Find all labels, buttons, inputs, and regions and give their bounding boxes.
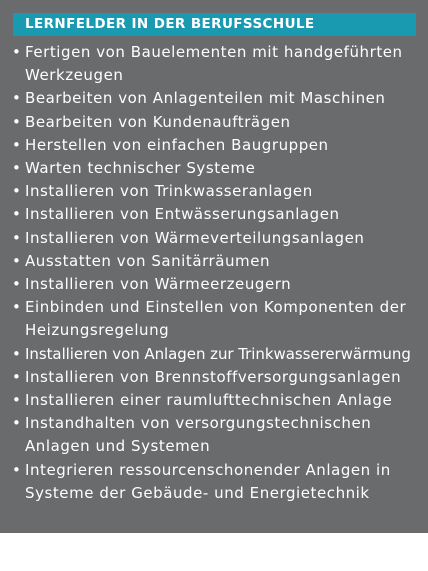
list-item-text: Installieren einer raumlufttechnischen Anlage: [25, 391, 393, 410]
list-item: [12, 134, 411, 157]
list-item-text: Werkzeugen: [25, 66, 124, 85]
bullet-icon: •: [12, 159, 22, 178]
bullet-icon: •: [12, 251, 22, 270]
list-item: [12, 366, 411, 389]
bullet-icon: •: [12, 414, 22, 433]
list-item: [12, 111, 411, 134]
list-item-text: Fertigen von Bauelementen mit handgeführten: [25, 43, 403, 61]
list-item-text: Systeme der Gebäude- und Energietechnik: [25, 483, 370, 502]
header-bar: [13, 13, 416, 36]
bullet-icon: •: [12, 344, 22, 363]
list-item-text: Integrieren ressourcenschonender Anlagen in: [25, 460, 391, 479]
panel-title: LERNFELDER IN DER BERUFSSCHULE: [25, 16, 315, 32]
list-item-text: Bearbeiten von Kundenaufträgen: [25, 112, 291, 131]
list-item: [12, 41, 411, 87]
list-item-text: Instandhalten von versorgungstechnischen: [25, 414, 372, 433]
list-item: [12, 180, 411, 203]
list-item-text: Ausstatten von Sanitärräumen: [25, 251, 271, 270]
list-item: [12, 343, 411, 366]
list-item-text: Installieren von Entwässerungsanlagen: [25, 205, 340, 224]
bullet-icon: •: [12, 298, 22, 317]
list-item-text: Bearbeiten von Anlagenteilen mit Maschinen: [25, 89, 386, 108]
list-item: [12, 389, 411, 412]
learning-fields-list: [12, 41, 411, 505]
list-item: [12, 273, 411, 296]
bullet-icon: •: [12, 205, 22, 224]
bullet-icon: •: [12, 275, 22, 294]
bullet-icon: •: [12, 112, 22, 131]
bullet-icon: •: [12, 182, 22, 201]
list-item-text: Installieren von Wärmeerzeugern: [25, 275, 292, 294]
list-item-text: Installieren von Wärmeverteilungsanlagen: [25, 228, 365, 247]
bullet-icon: •: [12, 367, 22, 386]
list-item: [12, 250, 411, 273]
list-item-text: Warten technischer Systeme: [25, 159, 256, 178]
list-item: [12, 296, 411, 342]
bullet-icon: •: [12, 135, 22, 154]
list-item-text: Heizungsregelung: [25, 321, 170, 340]
list-item: [12, 227, 411, 250]
bullet-icon: •: [12, 460, 22, 479]
list-item-text: Anlagen und Systemen: [25, 437, 211, 456]
bullet-icon: •: [12, 228, 22, 247]
list-item-text: Einbinden und Einstellen von Komponenten der: [25, 298, 407, 317]
bullet-icon: •: [12, 89, 22, 108]
list-item: [12, 459, 411, 505]
list-item-text: Installieren von Anlagen zur Trinkwassererwärmung: [25, 344, 411, 363]
list-item: [12, 412, 411, 458]
list-item-text: Installieren von Trinkwasseranlagen: [25, 182, 313, 201]
list-item: [12, 87, 411, 110]
list-item: [12, 203, 411, 226]
list-item-text: Herstellen von einfachen Baugruppen: [25, 135, 329, 154]
bullet-icon: •: [12, 391, 22, 410]
list-item-text: Installieren von Brennstoffversorgungsanlagen: [25, 367, 402, 386]
bullet-icon: •: [12, 43, 22, 61]
list-item: [12, 157, 411, 180]
